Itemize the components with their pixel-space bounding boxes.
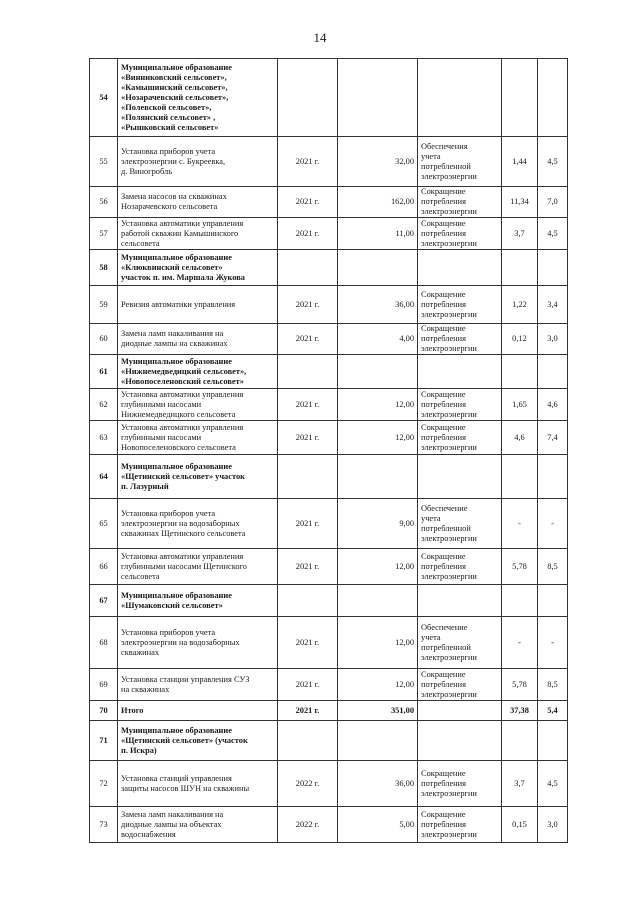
expected-effect-line: электроэнергии: [421, 652, 477, 662]
implementation-year: 2021 г.: [278, 499, 338, 549]
expected-effect-line: электроэнергии: [421, 309, 477, 319]
expected-effect-line: учета: [421, 632, 441, 642]
row-number: 71: [90, 721, 118, 761]
row-number: 56: [90, 187, 118, 218]
expected-effect-line: Сокращение: [421, 768, 466, 778]
implementation-year: [278, 455, 338, 499]
savings-value: 1,44: [502, 137, 538, 187]
implementation-year: 2021 г.: [278, 669, 338, 701]
measure-name-line: сельсовета: [121, 571, 160, 581]
cost-amount: 162,00: [338, 187, 418, 218]
measure-name: [118, 455, 278, 499]
measure-name-line: д. Виногробль: [121, 166, 173, 176]
table-row: [90, 669, 568, 701]
measure-name-line: «Щетинский сельсовет» (участок: [121, 735, 248, 745]
table-row: [90, 549, 568, 585]
expected-effect-line: Сокращение: [421, 289, 466, 299]
measure-name-line: «Полянский сельсовет» ,: [121, 112, 216, 122]
expected-effect-line: потребления: [421, 228, 466, 238]
table-row: [90, 250, 568, 286]
expected-effect: [418, 286, 502, 324]
savings-value: 5,78: [502, 669, 538, 701]
expected-effect-line: потребления: [421, 819, 466, 829]
expected-effect: [418, 721, 502, 761]
cost-amount: 36,00: [338, 286, 418, 324]
cost-amount: 12,00: [338, 549, 418, 585]
row-number: 63: [90, 421, 118, 455]
expected-effect-line: электроэнергии: [421, 344, 477, 353]
cost-amount: 12,00: [338, 617, 418, 669]
expected-effect: [418, 137, 502, 187]
expected-effect: [418, 59, 502, 137]
row-number: 59: [90, 286, 118, 324]
page-number: 14: [313, 30, 327, 45]
measure-name: [118, 499, 278, 549]
measure-name-line: скважинах: [121, 647, 160, 657]
measure-name-line: «Шумаковский сельсовет»: [121, 600, 223, 610]
payback-value: -: [538, 499, 568, 549]
payback-value: 4,5: [538, 761, 568, 807]
expected-effect: [418, 761, 502, 807]
measure-name-line: глубинными насосами: [121, 432, 202, 442]
implementation-year: 2021 г.: [278, 286, 338, 324]
measure-name-line: водоснабжения: [121, 829, 176, 839]
measure-name-line: Установка станций управления: [121, 773, 232, 783]
row-number: 58: [90, 250, 118, 286]
table-row: [90, 286, 568, 324]
expected-effect: [418, 455, 502, 499]
measure-name-line: п. Искра): [121, 745, 157, 755]
expected-effect-line: электроэнергии: [421, 689, 477, 699]
measure-name-line: электроэнергии на водозаборных: [121, 637, 240, 647]
row-number: 73: [90, 807, 118, 843]
row-number: 65: [90, 499, 118, 549]
expected-effect: [418, 807, 502, 843]
measure-name: [118, 585, 278, 617]
row-number: 72: [90, 761, 118, 807]
implementation-year: [278, 585, 338, 617]
expected-effect-line: Сокращение: [421, 422, 466, 432]
expected-effect-line: электроэнергии: [421, 409, 477, 419]
expected-effect: [418, 499, 502, 549]
cost-amount: 9,00: [338, 499, 418, 549]
payback-value: [538, 585, 568, 617]
expected-effect: [418, 389, 502, 421]
expected-effect: [418, 187, 502, 218]
table-row: [90, 218, 568, 250]
measure-name-line: на скважинах: [121, 684, 170, 694]
table-row: [90, 455, 568, 499]
measure-name: [118, 669, 278, 701]
implementation-year: [278, 721, 338, 761]
measure-name-line: Нозарачевского сельсовета: [121, 202, 218, 211]
measure-name: [118, 421, 278, 455]
expected-effect-line: потребления: [421, 299, 466, 309]
savings-value: 5,78: [502, 549, 538, 585]
row-number: 69: [90, 669, 118, 701]
row-number: 68: [90, 617, 118, 669]
measure-name-line: Установка приборов учета: [121, 627, 216, 637]
table-row: [90, 617, 568, 669]
measure-name-line: скважинах Щетинского сельсовета: [121, 528, 246, 538]
measure-name: [118, 721, 278, 761]
measure-name: [118, 137, 278, 187]
cost-amount: 351,00: [338, 701, 418, 721]
implementation-year: [278, 59, 338, 137]
measure-name: [118, 324, 278, 355]
measure-name-line: Муниципальное образование: [121, 356, 232, 366]
row-number: 62: [90, 389, 118, 421]
payback-value: 4,5: [538, 218, 568, 250]
measure-name-line: Итого: [121, 705, 144, 715]
expected-effect-line: Сокращение: [421, 187, 466, 196]
expected-effect-line: электроэнергии: [421, 571, 477, 581]
measure-name-line: Замена насосов на скважинах: [121, 192, 227, 201]
expected-effect: [418, 355, 502, 389]
table-row: [90, 137, 568, 187]
implementation-year: 2022 г.: [278, 807, 338, 843]
expected-effect-line: потребления: [421, 432, 466, 442]
payback-value: [538, 59, 568, 137]
expected-effect: [418, 617, 502, 669]
expected-effect-line: учета: [421, 513, 441, 523]
measure-name-line: Замена ламп накаливания на: [121, 809, 224, 819]
savings-value: 3,7: [502, 218, 538, 250]
expected-effect-line: потребления: [421, 679, 466, 689]
savings-value: 1,65: [502, 389, 538, 421]
payback-value: 3,0: [538, 807, 568, 843]
implementation-year: [278, 355, 338, 389]
payback-value: 5,4: [538, 701, 568, 721]
expected-effect-line: электроэнергии: [421, 171, 477, 181]
cost-amount: [338, 585, 418, 617]
payback-value: 7,4: [538, 421, 568, 455]
savings-value: 0,12: [502, 324, 538, 355]
measure-name-line: «Нижнемедведицкий сельсовет»,: [121, 366, 247, 376]
expected-effect: [418, 250, 502, 286]
measure-name-line: работой скважин Камышинского: [121, 228, 239, 238]
savings-value: 3,7: [502, 761, 538, 807]
measure-name-line: Муниципальное образование: [121, 461, 232, 471]
expected-effect-line: потребленной: [421, 642, 471, 652]
cost-amount: [338, 455, 418, 499]
measure-name-line: «Полевской сельсовет»,: [121, 102, 212, 112]
table-row: [90, 585, 568, 617]
measure-name: [118, 250, 278, 286]
cost-amount: 5,00: [338, 807, 418, 843]
measure-name-line: «Винниковский сельсовет»,: [121, 72, 227, 82]
payback-value: 3,0: [538, 324, 568, 355]
row-number: 67: [90, 585, 118, 617]
payback-value: 4,6: [538, 389, 568, 421]
measure-name: [118, 389, 278, 421]
implementation-year: 2021 г.: [278, 389, 338, 421]
measure-name-line: Замена ламп накаливания на: [121, 329, 224, 338]
payback-value: [538, 250, 568, 286]
row-number: 57: [90, 218, 118, 250]
measure-name-line: «Нозарачевский сельсовет»,: [121, 92, 229, 102]
measure-name: [118, 187, 278, 218]
measure-name-line: «Камышинский сельсовет»,: [121, 82, 228, 92]
measure-name-line: Установка автоматики управления: [121, 422, 244, 432]
savings-value: [502, 250, 538, 286]
implementation-year: 2021 г.: [278, 137, 338, 187]
measure-name-line: Установка станции управления СУЗ: [121, 674, 250, 684]
measure-name-line: Ревизия автоматики управления: [121, 299, 236, 309]
cost-amount: [338, 721, 418, 761]
table-row: [90, 499, 568, 549]
savings-value: [502, 355, 538, 389]
expected-effect-line: Сокращение: [421, 218, 466, 228]
expected-effect-line: электроэнергии: [421, 829, 477, 839]
expected-effect-line: потребленной: [421, 161, 471, 171]
row-number: 61: [90, 355, 118, 389]
savings-value: -: [502, 617, 538, 669]
expected-effect: [418, 549, 502, 585]
measure-name-line: участок п. им. Маршала Жукова: [121, 272, 245, 282]
payback-value: 8,5: [538, 669, 568, 701]
cost-amount: 32,00: [338, 137, 418, 187]
table-row: [90, 701, 568, 721]
payback-value: 7,0: [538, 187, 568, 218]
table-row: [90, 761, 568, 807]
implementation-year: 2022 г.: [278, 761, 338, 807]
measure-name: [118, 617, 278, 669]
cost-amount: 12,00: [338, 669, 418, 701]
savings-value: 11,34: [502, 187, 538, 218]
measures-table: [89, 58, 568, 843]
measure-name-line: Муниципальное образование: [121, 590, 232, 600]
savings-value: 4,6: [502, 421, 538, 455]
implementation-year: 2021 г.: [278, 701, 338, 721]
expected-effect-line: потребления: [421, 334, 466, 343]
measure-name-line: п. Лазурный: [121, 481, 169, 491]
table-row: [90, 187, 568, 218]
row-number: 60: [90, 324, 118, 355]
expected-effect-line: Сокращение: [421, 324, 466, 333]
measure-name-line: «Новопоселеновский сельсовет»: [121, 376, 244, 386]
measure-name-line: Муниципальное образование: [121, 252, 232, 262]
implementation-year: 2021 г.: [278, 324, 338, 355]
expected-effect-line: электроэнергии: [421, 207, 477, 216]
cost-amount: [338, 59, 418, 137]
measure-name: [118, 218, 278, 250]
expected-effect-line: Сокращение: [421, 389, 466, 399]
savings-value: [502, 59, 538, 137]
measure-name-line: глубинными насосами Щетинского: [121, 561, 247, 571]
cost-amount: 36,00: [338, 761, 418, 807]
savings-value: 0,15: [502, 807, 538, 843]
expected-effect: [418, 421, 502, 455]
expected-effect-line: потребления: [421, 778, 466, 788]
measure-name-line: Нижнемедведицкого сельсовета: [121, 409, 236, 419]
measure-name-line: глубинными насосами: [121, 399, 202, 409]
implementation-year: 2021 г.: [278, 421, 338, 455]
measure-name-line: «Клюквинский сельсовет»: [121, 262, 223, 272]
expected-effect-line: Обеспечение: [421, 503, 468, 513]
measure-name-line: диодные лампы на скважинах: [121, 339, 228, 348]
measure-name-line: Установка автоматики управления: [121, 218, 244, 228]
implementation-year: [278, 250, 338, 286]
payback-value: 3,4: [538, 286, 568, 324]
expected-effect-line: потребления: [421, 561, 466, 571]
measure-name-line: сельсовета: [121, 238, 160, 248]
expected-effect-line: Обеспечения: [421, 141, 468, 151]
measure-name-line: «Рышковский сельсовет»: [121, 122, 219, 132]
measure-name-line: Муниципальное образование: [121, 62, 232, 72]
cost-amount: 12,00: [338, 421, 418, 455]
savings-value: 1,22: [502, 286, 538, 324]
savings-value: [502, 721, 538, 761]
table-row: [90, 421, 568, 455]
payback-value: -: [538, 617, 568, 669]
row-number: 54: [90, 59, 118, 137]
expected-effect: [418, 701, 502, 721]
table-row: [90, 721, 568, 761]
measure-name-line: электроэнергии с. Букреевка,: [121, 156, 226, 166]
expected-effect-line: учета: [421, 151, 441, 161]
cost-amount: [338, 355, 418, 389]
expected-effect-line: Обеспечение: [421, 622, 468, 632]
measure-name: [118, 761, 278, 807]
measure-name-line: Муниципальное образование: [121, 725, 232, 735]
measure-name-line: Установка автоматики управления: [121, 389, 244, 399]
measure-name-line: защиты насосов ШУН на скважины: [121, 783, 250, 793]
measure-name: [118, 807, 278, 843]
measure-name: [118, 549, 278, 585]
expected-effect-line: электроэнергии: [421, 788, 477, 798]
expected-effect-line: Сокращение: [421, 669, 466, 679]
cost-amount: 11,00: [338, 218, 418, 250]
implementation-year: 2021 г.: [278, 187, 338, 218]
measure-name-line: Новопоселеновского сельсовета: [121, 442, 236, 452]
expected-effect-line: Сокращение: [421, 809, 466, 819]
expected-effect: [418, 669, 502, 701]
row-number: 64: [90, 455, 118, 499]
expected-effect-line: потребления: [421, 197, 466, 206]
cost-amount: [338, 250, 418, 286]
table-row: [90, 807, 568, 843]
table-row: [90, 355, 568, 389]
measure-name-line: «Щетинский сельсовет» участок: [121, 471, 245, 481]
measure-name: [118, 701, 278, 721]
expected-effect: [418, 324, 502, 355]
expected-effect-line: потребления: [421, 399, 466, 409]
table-row: [90, 59, 568, 137]
row-number: 55: [90, 137, 118, 187]
measure-name-line: диодные лампы на объектах: [121, 819, 222, 829]
implementation-year: 2021 г.: [278, 549, 338, 585]
measure-name-line: Установка автоматики управления: [121, 551, 244, 561]
measure-name: [118, 59, 278, 137]
savings-value: [502, 455, 538, 499]
expected-effect-line: Сокращение: [421, 551, 466, 561]
expected-effect-line: электроэнергии: [421, 442, 477, 452]
measure-name-line: Установка приборов учета: [121, 508, 216, 518]
implementation-year: 2021 г.: [278, 218, 338, 250]
measure-name-line: электроэнергии на водозаборных: [121, 518, 240, 528]
cost-amount: 4,00: [338, 324, 418, 355]
measure-name-line: Установка приборов учета: [121, 146, 216, 156]
measure-name: [118, 355, 278, 389]
payback-value: [538, 721, 568, 761]
savings-value: 37,38: [502, 701, 538, 721]
table-row: [90, 389, 568, 421]
expected-effect-line: электроэнергии: [421, 238, 477, 248]
expected-effect-line: потребленной: [421, 523, 471, 533]
row-number: 66: [90, 549, 118, 585]
payback-value: [538, 455, 568, 499]
payback-value: 8,5: [538, 549, 568, 585]
payback-value: 4,5: [538, 137, 568, 187]
measure-name: [118, 286, 278, 324]
payback-value: [538, 355, 568, 389]
savings-value: [502, 585, 538, 617]
expected-effect: [418, 218, 502, 250]
expected-effect: [418, 585, 502, 617]
expected-effect-line: электроэнергии: [421, 533, 477, 543]
table-row: [90, 324, 568, 355]
savings-value: -: [502, 499, 538, 549]
row-number: 70: [90, 701, 118, 721]
implementation-year: 2021 г.: [278, 617, 338, 669]
cost-amount: 12,00: [338, 389, 418, 421]
